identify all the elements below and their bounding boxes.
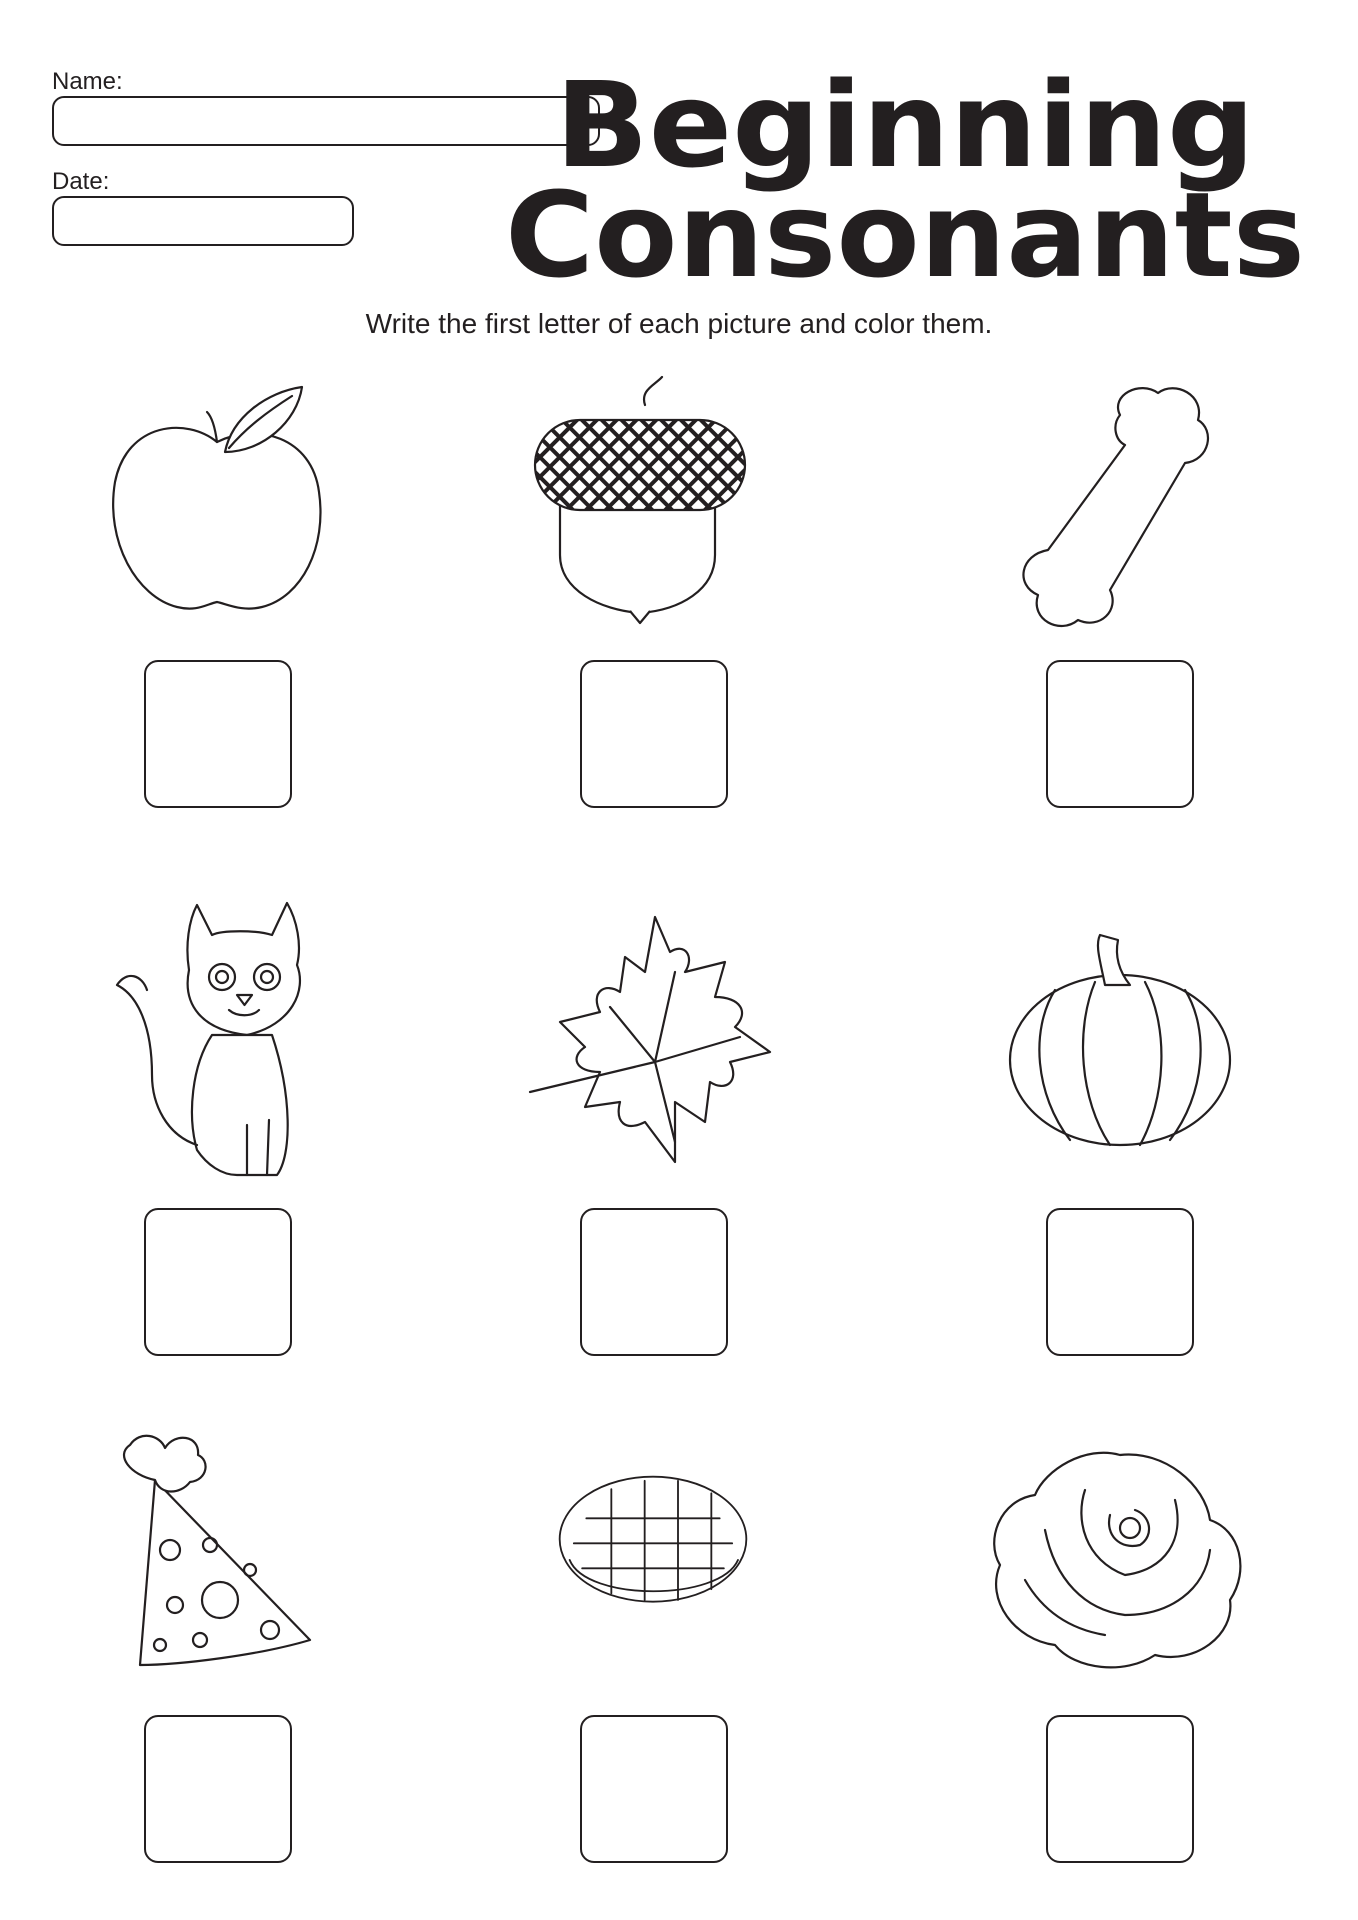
apple-icon	[97, 382, 337, 622]
answer-box-bone[interactable]	[1046, 660, 1194, 808]
answer-box-rose[interactable]	[1046, 1715, 1194, 1863]
name-label: Name:	[52, 68, 123, 95]
rose-icon	[985, 1440, 1225, 1680]
page-title	[490, 58, 1320, 288]
cat-icon	[97, 895, 337, 1135]
answer-box-apple[interactable]	[144, 660, 292, 808]
instruction-text: Write the first letter of each picture and color them.	[365, 308, 993, 339]
answer-box-hat[interactable]	[144, 1715, 292, 1863]
answer-box-acorn[interactable]	[580, 660, 728, 808]
pumpkin-icon	[1000, 920, 1240, 1160]
date-label: Date:	[52, 168, 110, 195]
date-field[interactable]	[52, 196, 354, 246]
answer-box-leaf[interactable]	[580, 1208, 728, 1356]
answer-box-pumpkin[interactable]	[1046, 1208, 1194, 1356]
title-line-1: Beginning	[555, 58, 1255, 194]
acorn-icon	[530, 385, 770, 625]
pie-icon	[533, 1460, 773, 1700]
maple-leaf-icon	[525, 912, 765, 1152]
answer-box-cat[interactable]	[144, 1208, 292, 1356]
title-line-2: Consonants	[505, 166, 1305, 288]
bone-icon	[1000, 385, 1240, 625]
party-hat-icon	[100, 1440, 340, 1680]
answer-box-pie[interactable]	[580, 1715, 728, 1863]
